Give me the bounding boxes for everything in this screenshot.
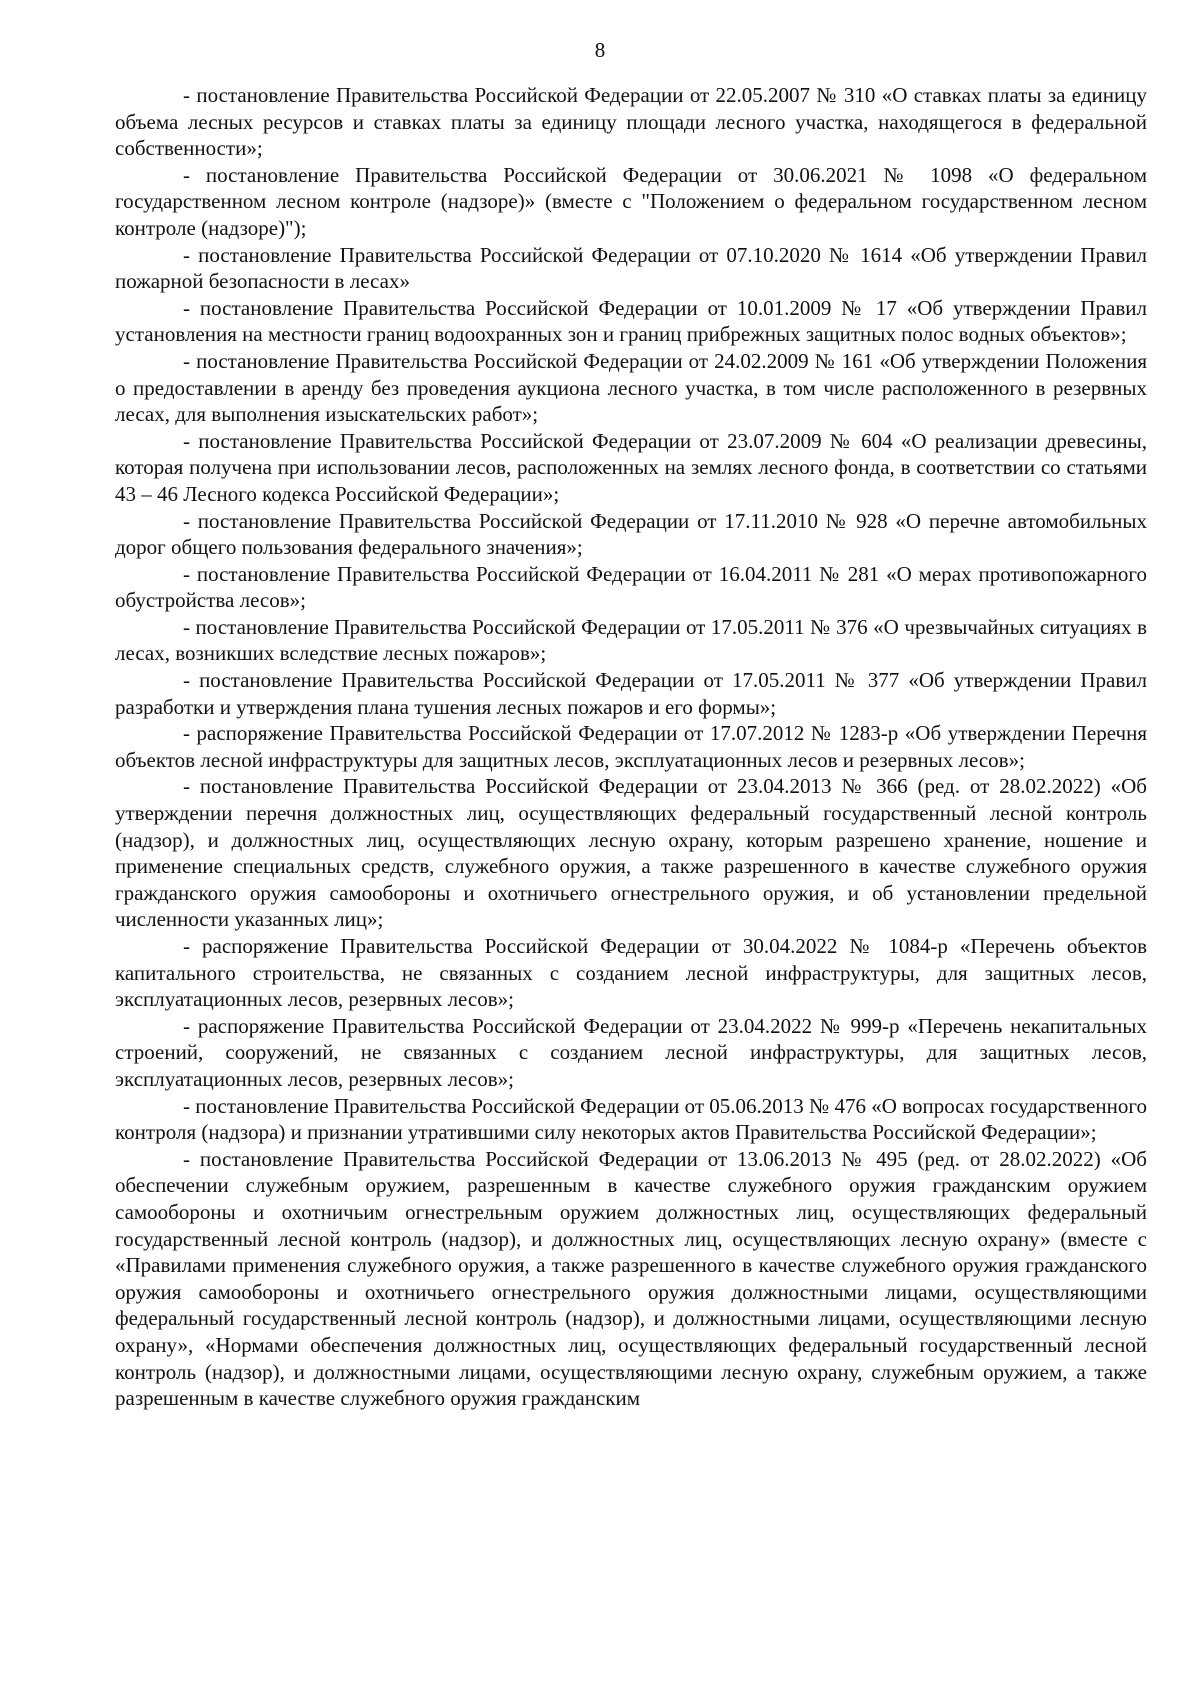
paragraph: - постановление Правительства Российской Федерации от 22.05.2007 № 310 «О ставках платы за единицу объема лесных ресурсов и ставках платы за единицу площади лесного участка, находящегося в федеральной собственности»; [115, 83, 1147, 161]
paragraph: - постановление Правительства Российской Федерации от 16.04.2011 № 281 «О мерах противопожарного обустройства лесов»; [115, 561, 1147, 613]
document-body [115, 82, 1147, 1412]
paragraph: - распоряжение Правительства Российской Федерации от 17.07.2012 № 1283-р «Об утверждении Перечня объектов лесной инфраструктуры для защитных лесов, эксплуатационных лесов и резервных лесов»; [115, 721, 1147, 772]
paragraph: - постановление Правительства Российской Федерации от 10.01.2009 № 17 «Об утверждении Правил установления на местности границ водоохранных зон и границ прибрежных защитных полос водных объектов»; [115, 295, 1147, 347]
paragraph: - постановление Правительства Российской Федерации от 13.06.2013 № 495 (ред. от 28.02.2022) «Об обеспечении служебным оружием, разрешенным в качестве служебного оружия гражданским оружием самообороны и охотничьим огнестрельным оружием должностных лиц, осуществляющих федеральный государственный лесной контроль (надзор), и должностных лиц, осуществляющих лесную охрану» (вместе с «Правилами применения служебного оружия, а также разрешенного в качестве служебного оружия гражданского оружия самообороны и охотничьего огнестрельного оружия должностными лицами, осуществляющими федеральный государственный лесной контроль (надзор), и должностными лицами, осуществляющими лесную охрану», «Нормами обеспечения должностных лиц, осуществляющих федеральный государственный лесной контроль (надзор), и должностными лицами, осуществляющими лесную охрану, служебным оружием, а также разрешенным в качестве служебного оружия гражданским [115, 1146, 1147, 1411]
paragraph: - постановление Правительства Российской Федерации от 07.10.2020 № 1614 «Об утверждении Правил пожарной безопасности в лесах» [115, 242, 1147, 294]
paragraph: - постановление Правительства Российской Федерации от 17.05.2011 № 376 «О чрезвычайных ситуациях в лесах, возникших вследствие лесных пожаров»; [115, 614, 1147, 666]
paragraph: - постановление Правительства Российской Федерации от 23.04.2013 № 366 (ред. от 28.02.2022) «Об утверждении перечня должностных лиц, осуществляющих федеральный государственный лесной контроль (надзор), и должностных лиц, осуществляющих лесную охрану, которым разрешено хранение, ношение и применение специальных средств, служебного оружия, а также разрешенного в качестве служебного оружия гражданского оружия самообороны и охотничьего огнестрельного оружия, и об установлении предельной численности указанных лиц»; [115, 774, 1147, 932]
page-number: 8 [594, 38, 606, 62]
paragraph: - постановление Правительства Российской Федерации от 30.06.2021 № 1098 «О федеральном государственном лесном контроле (надзоре)» (вместе с "Положением о федеральном государственном лесном контроле (надзоре)"); [115, 162, 1147, 240]
paragraph: - распоряжение Правительства Российской Федерации от 30.04.2022 № 1084-р «Перечень объектов капитального строительства, не связанных с созданием лесной инфраструктуры, для защитных лесов, эксплуатационных лесов, резервных лесов»; [115, 934, 1147, 1012]
paragraph: - постановление Правительства Российской Федерации от 24.02.2009 № 161 «Об утверждении Положения о предоставлении в аренду без проведения аукциона лесного участка, в том числе расположенного в резервных лесах, для выполнения изыскательских работ»; [115, 348, 1147, 427]
paragraph: - постановление Правительства Российской Федерации от 23.07.2009 № 604 «О реализации древесины, которая получена при использовании лесов, расположенных на землях лесного фонда, в соответствии со статьями 43 – 46 Лесного кодекса Российской Федерации»; [115, 428, 1147, 506]
paragraph: - постановление Правительства Российской Федерации от 05.06.2013 № 476 «О вопросах государственного контроля (надзора) и признании утратившими силу некоторых актов Правительства Российской Федерации»; [115, 1093, 1147, 1145]
paragraph: - постановление Правительства Российской Федерации от 17.11.2010 № 928 «О перечне автомобильных дорог общего пользования федерального значения»; [115, 508, 1147, 560]
paragraph: - постановление Правительства Российской Федерации от 17.05.2011 № 377 «Об утверждении Правил разработки и утверждения плана тушения лесных пожаров и его формы»; [115, 668, 1147, 719]
paragraph: - распоряжение Правительства Российской Федерации от 23.04.2022 № 999-р «Перечень некапитальных строений, сооружений, не связанных с созданием лесной инфраструктуры, для защитных лесов, эксплуатационных лесов, резервных лесов»; [115, 1013, 1147, 1091]
